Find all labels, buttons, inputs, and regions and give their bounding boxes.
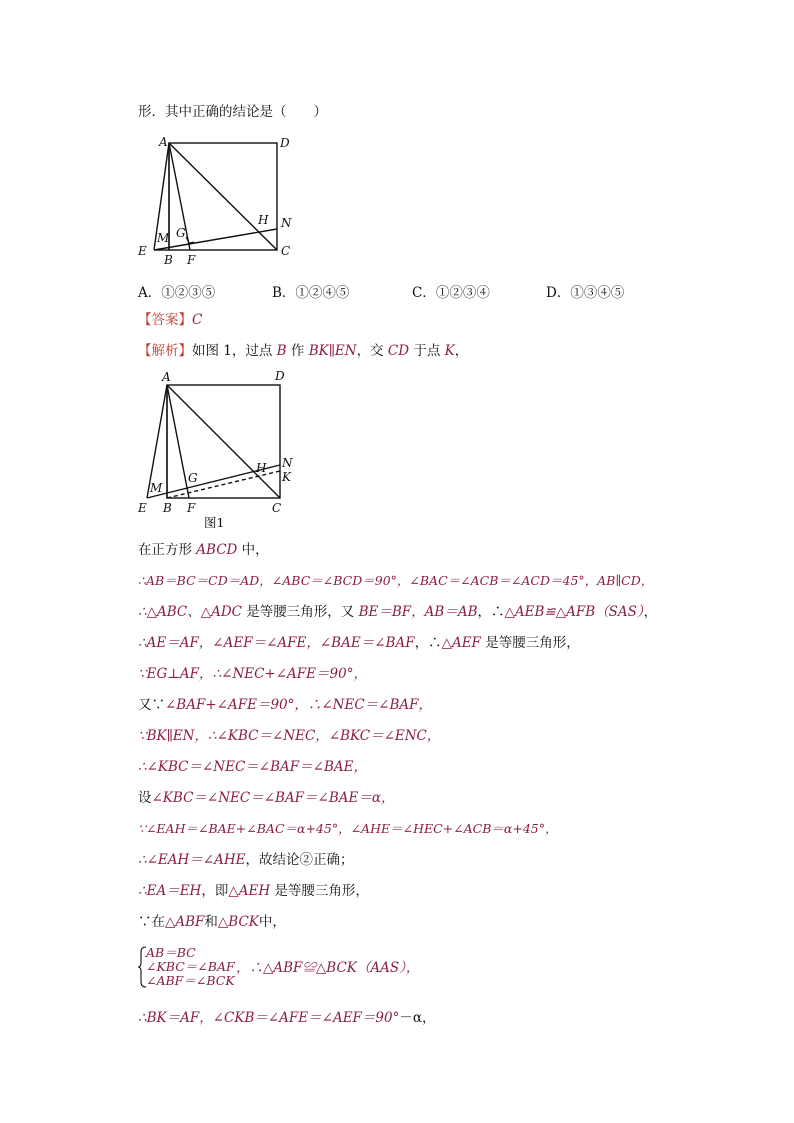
segment-af-2 [167, 385, 189, 498]
label-e: E [138, 244, 147, 258]
label-d-2: D [275, 369, 285, 383]
label-b-2: B [163, 501, 172, 515]
analysis-tag: 【解析】 [138, 343, 192, 359]
label-e-2: E [138, 501, 147, 515]
proof-line-8: ∴∠KBC＝∠NEC＝∠BAF＝∠BAE， [138, 759, 367, 775]
system-eq-2: ∠KBC＝∠BAF [146, 959, 235, 974]
proof-line-13: ∵在△ABF和△BCK中， [138, 914, 286, 930]
label-h-2: H [256, 461, 267, 475]
proof-line-5: ∵EG⊥AF，∴∠NEC+∠AFE＝90°， [138, 666, 367, 682]
label-c: C [281, 244, 291, 258]
answer-line [138, 311, 202, 329]
analysis-figure [132, 365, 302, 535]
label-c-2: C [272, 501, 282, 515]
label-a: A [159, 135, 168, 149]
label-g: G [176, 226, 186, 240]
label-h: H [258, 213, 269, 227]
label-f-2: F [187, 501, 196, 515]
label-m-2: M [150, 481, 163, 495]
label-n-2: N [282, 456, 293, 470]
proof-line-1: 在正方形 ABCD 中， [138, 542, 269, 558]
proof-line-2: ∴AB＝BC＝CD＝AD，∠ABC＝∠BCD＝90°，∠BAC＝∠ACB＝∠ACD＝45°，AB∥CD， [138, 573, 654, 588]
question-tail: 形．其中正确的结论是（ ） [138, 104, 327, 120]
system-eq-1: AB＝BC [146, 945, 196, 960]
proof-line-11: ∴∠EAH＝∠AHE，故结论②正确； [138, 852, 354, 868]
system-conclusion: ，∴△ABF≌△BCK（AAS）， [236, 960, 420, 976]
label-a-2: A [162, 370, 171, 384]
system-eq-3: ∠ABF＝∠BCK [146, 973, 235, 988]
proof-line-10: ∵∠EAH＝∠BAE+∠BAC＝α+45°，∠AHE＝∠HEC+∠ACB＝α+45°， [138, 821, 558, 836]
choice-a[interactable]: A．①②③⑤ [138, 285, 216, 301]
segment-ac-2 [167, 385, 280, 498]
proof-line-9: 设∠KBC＝∠NEC＝∠BAF＝∠BAE＝α， [138, 790, 395, 806]
choice-d[interactable]: D．①③④⑤ [546, 285, 625, 301]
answer-value: C [192, 312, 203, 328]
label-m: M [157, 231, 170, 245]
answer-tag: 【答案】 [138, 312, 192, 328]
choice-c[interactable]: C．①②③④ [412, 285, 490, 301]
label-g-2: G [188, 471, 198, 485]
label-n: N [281, 216, 292, 230]
analysis-intro: 【解析】如图 1，过点 B 作 BK∥EN，交 CD 于点 K， [138, 343, 469, 359]
label-d: D [280, 136, 290, 150]
proof-line-14: ∴BK＝AF，∠CKB＝∠AFE＝∠AEF＝90°－α， [138, 1010, 436, 1026]
proof-line-6: 又∵∠BAF+∠AFE＝90°，∴∠NEC＝∠BAF， [138, 697, 433, 713]
proof-line-12: ∴EA＝EH，即△AEH 是等腰三角形， [138, 883, 369, 899]
choice-b[interactable]: B．①②④⑤ [272, 285, 350, 301]
question-figure [132, 133, 302, 268]
label-f: F [187, 253, 196, 267]
figure-caption: 图1 [204, 515, 225, 530]
proof-line-3: ∴△ABC、△ADC 是等腰三角形，又 BE＝BF，AB＝AB，∴△AEB≌△AFB（SAS）， [138, 604, 658, 620]
segment-en [154, 229, 277, 250]
proof-line-7: ∵BK∥EN，∴∠KBC＝∠NEC，∠BKC＝∠ENC， [138, 728, 441, 744]
label-k-2: K [282, 470, 291, 484]
label-b: B [164, 253, 173, 267]
proof-line-4: ∴AE＝AF，∠AEF＝∠AFE，∠BAE＝∠BAF，∴△AEF 是等腰三角形， [138, 635, 580, 651]
